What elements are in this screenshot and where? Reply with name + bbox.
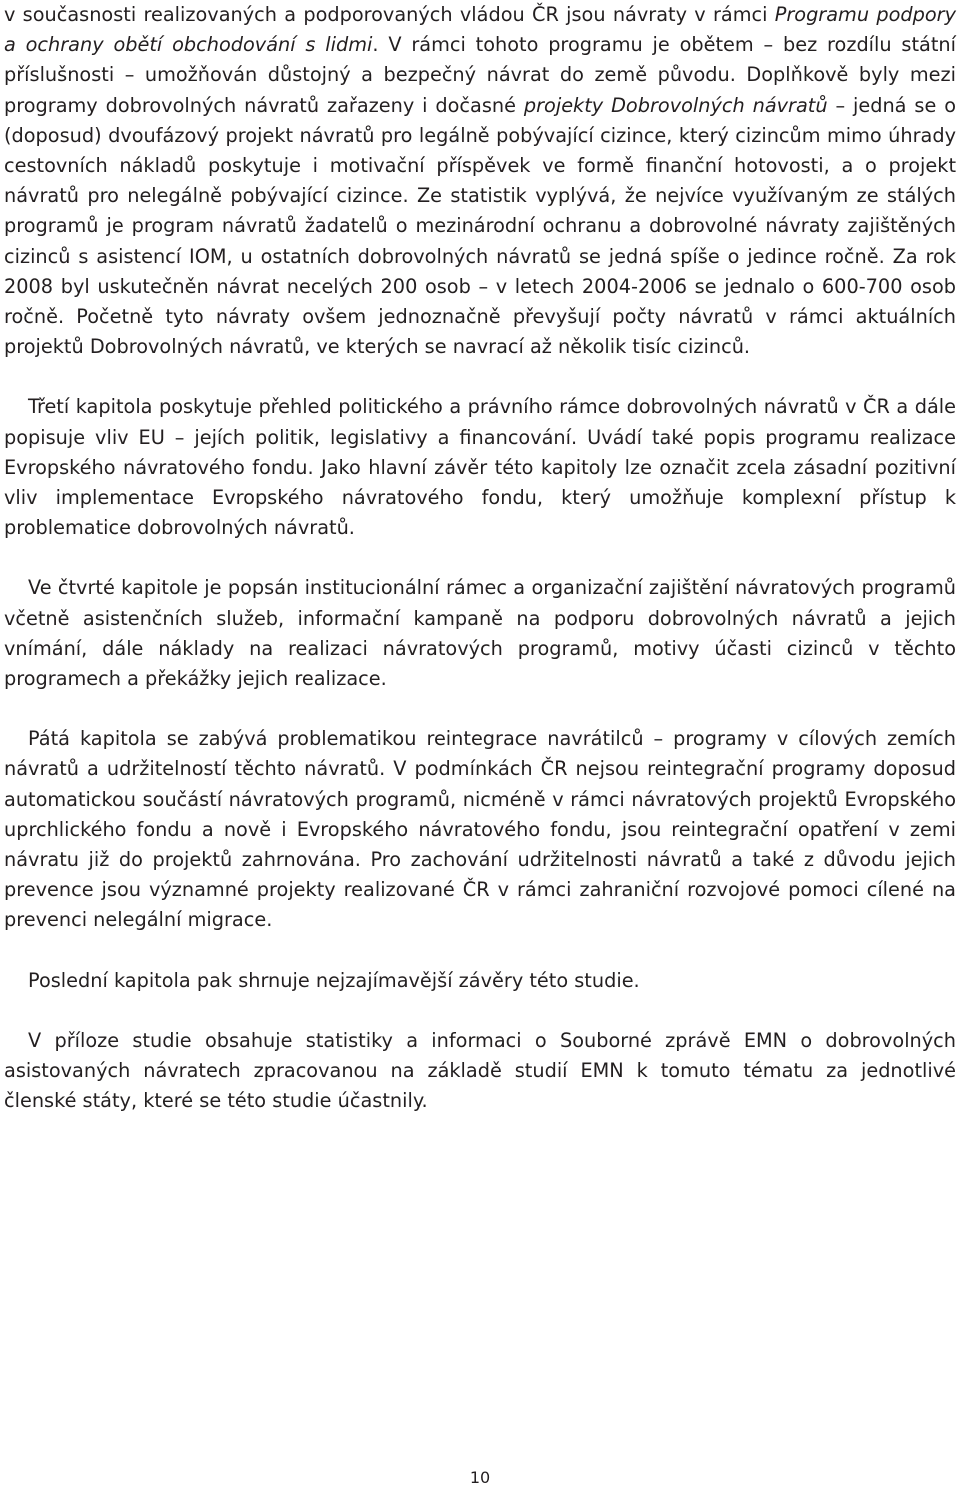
paragraph-chapter-four: Ve čtvrté kapitole je popsán institucionální rámec a organizační zajištění návratových programů včetně asistenčních služeb, informační kampaně na podporu dobrovolných návratů a jejich vnímání, dále náklady na realizaci návratových programů, motivy účasti cizinců v těchto programech a překážky jejich realizace. bbox=[4, 576, 956, 691]
paragraph-text: – jedná se o (doposud) dvoufázový projekt návratů pro legálně pobývající cizince, který cizincům mimo úhrady cestovních nákladů poskytuje i motivační příspěvek ve formě finanční hotovosti, a o projekt návratů pro nelegálně pobývající cizince. Ze statistik vyplývá, že nejvíce využívaným ze stálých programů je program návratů žadatelů o mezinárodní ochranu a dobrovolné návraty zajištěných cizinců s asistencí IOM, u ostatních dobrovolných návratů se jedná spíše o jedince ročně. Za rok 2008 byl uskutečněn návrat necelých 200 osob – v letech 2004-2006 se jednalo o 600-700 osob ročně. Početně tyto návraty ovšem jednoznačně převyšují počty návratů v rámci aktuálních projektů Dobrovolných návratů, ve kterých se navrací až několik tisíc cizinců. bbox=[4, 93, 956, 359]
page-number: 10 bbox=[469, 1468, 491, 1487]
program-name-italic: Programu podpory a ochrany obětí obchodování s lidmi bbox=[4, 3, 956, 57]
paragraph-text: v současnosti realizovaných a podporovaných vládou ČR jsou návraty v rámci bbox=[4, 3, 775, 26]
paragraph-text: . V rámci tohoto programu je obětem – bez rozdílu státní příslušnosti – umožňován důstojný a bezpečný návrat do země původu. Doplňkově byly mezi programy dobrovolných návratů zařazeny i dočasné bbox=[4, 33, 956, 117]
paragraph-chapter-five: Pátá kapitola se zabývá problematikou reintegrace navrátilců – programy v cílových zemích návratů a udržitelností těchto návratů. V podmínkách ČR nejsou reintegrační programy doposud automatickou součástí návratových programů, nicméně v rámci návratových projektů Evropského uprchlického fondu a nově i Evropského návratového fondu, jsou reintegrační opatření v zemi návratu již do projektů zahrnována. Pro zachování udržitelnosti návratů a také z důvodu jejich prevence jsou významné projekty realizované ČR v rámci zahraniční rozvojové pomoci cílené na prevenci nelegální migrace. bbox=[4, 727, 956, 932]
project-name-italic: projekty Dobrovolných návratů bbox=[523, 93, 828, 117]
paragraph-chapter-three: Třetí kapitola poskytuje přehled politického a právního rámce dobrovolných návratů v ČR a dále popisuje vliv EU – jejích politik, legislativy a financování. Uvádí také popis programu realizace Evropského návratového fondu. Jako hlavní závěr této kapitoly lze označit zcela zásadní pozitivní vliv implementace Evropského návratového fondu, který umožňuje komplexní přístup k problematice dobrovolných návratů. bbox=[4, 395, 956, 540]
document-page bbox=[4, 0, 956, 1117]
paragraph-last-chapter: Poslední kapitola pak shrnuje nejzajímavější závěry této studie. bbox=[28, 968, 640, 992]
paragraph-appendix: V příloze studie obsahuje statistiky a informaci o Souborné zprávě EMN o dobrovolných asistovaných návratech zpracovanou na základě studií EMN k tomuto tématu za jednotlivé členské státy, které se této studie účastnily. bbox=[4, 1028, 956, 1113]
paragraph-programs-overview bbox=[4, 0, 956, 362]
